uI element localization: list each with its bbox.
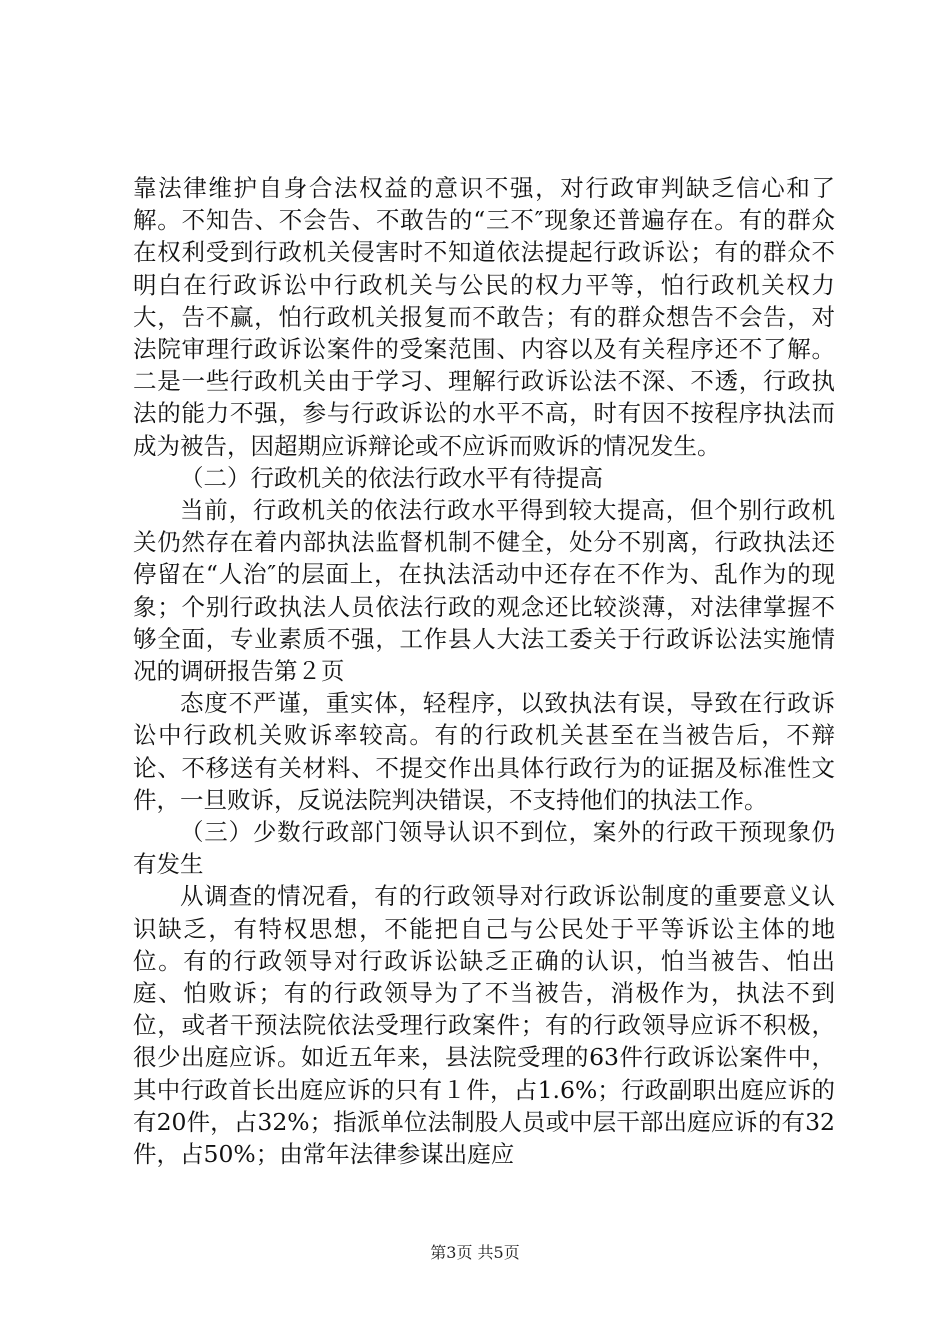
section-heading-3: （三）少数行政部门领导认识不到位，案外的行政干预现象仍有发生 — [133, 818, 835, 879]
page-footer: 第3页 共5页 — [430, 1243, 520, 1262]
paragraph-body: 从调查的情况看，有的行政领导对行政诉讼制度的重要意义认识缺乏，有特权思想，不能把自己与公民处于平等诉讼主体的地位。有的行政领导对行政诉讼缺乏正确的认识，怕当被告、怕出庭、怕败诉；有的行政领导为了不当被告，消极作为，执法不到位，或者干预法院依法受理行政案件；有的行政领导应诉不积极，很少出庭应诉。如近五年来，县法院受理的63件行政诉讼案件中，其中行政首长出庭应诉的只有１件，占1.6%；行政副职出庭应诉的有20件，占32%；指派单位法制股人员或中层干部出庭应诉的有32件，占50%；由常年法律参谋出庭应 — [133, 882, 835, 1169]
paragraph-continuation: 靠法律维护自身合法权益的意识不强，对行政审判缺乏信心和了解。不知告、不会告、不敢告的“三不″现象还普遍存在。有的群众在权利受到行政机关侵害时不知道依法提起行政诉讼；有的群众不明白在行政诉讼中行政机关与公民的权力平等，怕行政机关权力大，告不赢，怕行政机关报复而不敢告；有的群众想告不会告，对法院审理行政诉讼案件的受案范围、内容以及有关程序还不了解。二是一些行政机关由于学习、理解行政诉讼法不深、不透，行政执法的能力不强，参与行政诉讼的水平不高，时有因不按程序执法而成为被告，因超期应诉辩论或不应诉而败诉的情况发生。 — [133, 174, 835, 460]
section-heading-2: （二）行政机关的依法行政水平有待提高 — [180, 463, 603, 492]
document-body — [133, 172, 835, 1170]
paragraph-body: 当前，行政机关的依法行政水平得到较大提高，但个别行政机关仍然存在着内部执法监督机制不健全，处分不别离，行政执法还停留在“人治″的层面上，在执法活动中还存在不作为、乱作为的现象；个别行政执法人员依法行政的观念还比较淡薄，对法律掌握不够全面，专业素质不强，工作县人大法工委关于行政诉讼法实施情况的调研报告第２页 — [133, 496, 835, 686]
paragraph-body: 态度不严谨，重实体，轻程序，以致执法有误，导致在行政诉讼中行政机关败诉率较高。有的行政机关甚至在当被告后，不辩论、不移送有关材料、不提交作出具体行政行为的证据及标准性文件，一旦败诉，反说法院判决错误，不支持他们的执法工作。 — [133, 689, 835, 814]
